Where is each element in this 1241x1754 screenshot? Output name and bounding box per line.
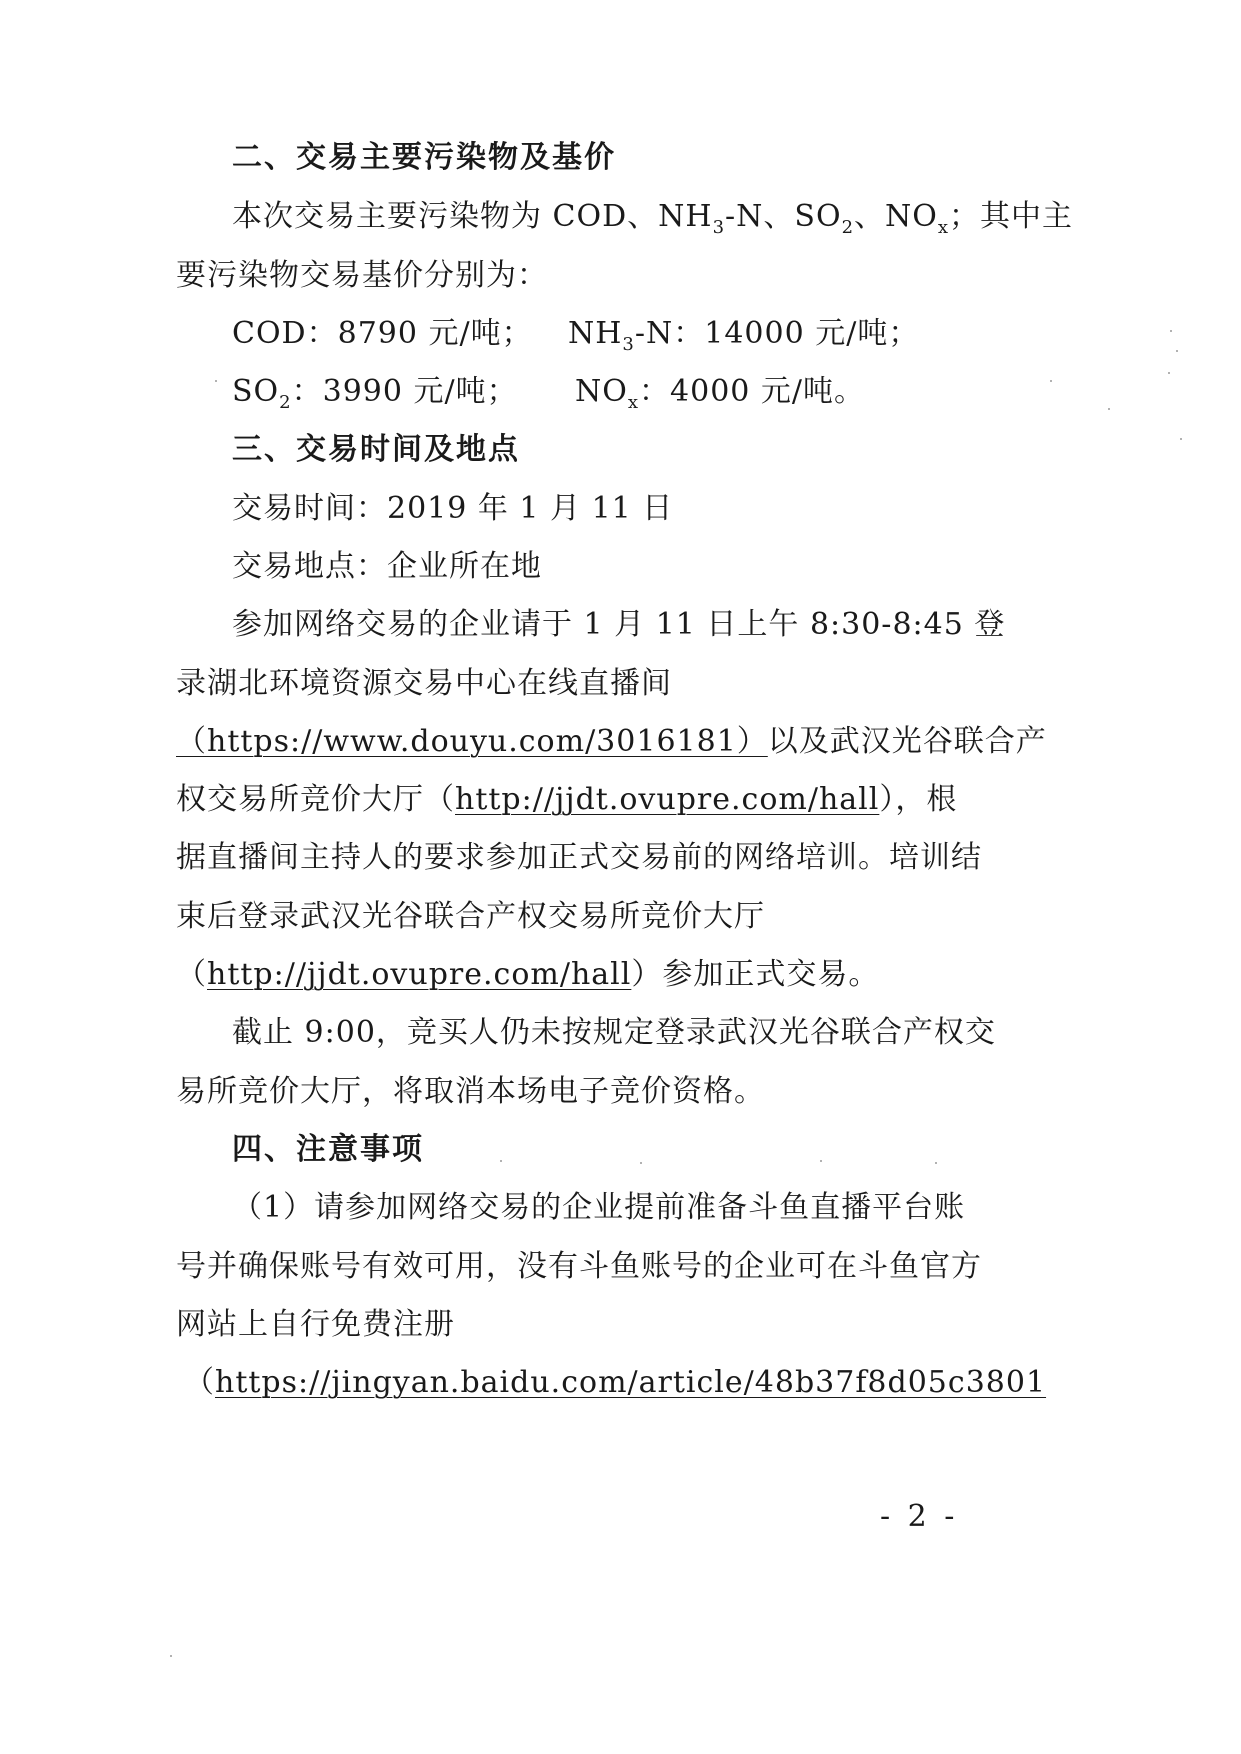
- note-1-line-3: 网站上自行免费注册: [176, 1307, 455, 1342]
- scan-speck: [170, 1655, 172, 1657]
- trade-time: 交易时间：2019 年 1 月 11 日: [232, 491, 674, 526]
- scan-speck: [820, 1160, 822, 1162]
- online-trade-para-line-1: 参加网络交易的企业请于 1 月 11 日上午 8:30-8:45 登: [232, 607, 1006, 642]
- pollutants-intro-line-2: 要污染物交易基价分别为：: [176, 258, 548, 293]
- trade-place: 交易地点：企业所在地: [232, 549, 542, 584]
- deadline-para-line-2: 易所竞价大厅，将取消本场电子竞价资格。: [176, 1074, 765, 1109]
- scan-speck: [935, 1162, 937, 1164]
- scan-speck: [500, 1160, 502, 1162]
- section-heading-time-place: 三、交易时间及地点: [232, 432, 520, 467]
- scan-speck: [1176, 350, 1178, 352]
- section-heading-pollutants: 二、交易主要污染物及基价: [232, 140, 616, 175]
- deadline-para-line-1: 截止 9:00，竞买人仍未按规定登录武汉光谷联合产权交: [232, 1015, 996, 1050]
- bidding-hall-link-2[interactable]: http://jjdt.ovupre.com/hall: [207, 957, 632, 992]
- price-cod: COD：8790 元/吨；: [232, 316, 533, 351]
- bidding-hall-link-1[interactable]: http://jjdt.ovupre.com/hall: [455, 782, 880, 817]
- scan-speck: [640, 1162, 642, 1164]
- scan-speck: [1050, 380, 1052, 382]
- online-trade-para-line-2: 录湖北环境资源交易中心在线直播间: [176, 666, 672, 701]
- pollutants-intro-line-1: 本次交易主要污染物为 COD、$NH_3-N$、$SO_2$、$NO_x$；其中主: [232, 199, 1074, 238]
- scan-speck: [1170, 330, 1172, 332]
- online-trade-para-line-4: 权交易所竞价大厅（http://jjdt.ovupre.com/hall），根: [176, 782, 958, 817]
- note-1-line-2: 号并确保账号有效可用，没有斗鱼账号的企业可在斗鱼官方: [176, 1249, 982, 1284]
- section-heading-notes: 四、注意事项: [232, 1132, 424, 1167]
- price-nox: $NO_x$：4000 元/吨。: [575, 374, 866, 413]
- note-1-line-1: （1）请参加网络交易的企业提前准备斗鱼直播平台账: [232, 1190, 966, 1225]
- price-nh3n: $NH_3-N$：14000 元/吨；: [568, 316, 920, 355]
- online-trade-para-line-3: （https://www.douyu.com/3016181）以及武汉光谷联合产: [176, 724, 1047, 759]
- douyu-live-link[interactable]: （https://www.douyu.com/3016181）: [176, 724, 768, 759]
- online-trade-para-line-6: 束后登录武汉光谷联合产权交易所竞价大厅: [176, 899, 765, 934]
- douyu-register-guide-link[interactable]: https://jingyan.baidu.com/article/48b37f8d05c3801: [215, 1365, 1047, 1400]
- scan-speck: [1168, 372, 1170, 374]
- online-trade-para-line-5: 据直播间主持人的要求参加正式交易前的网络培训。培训结: [176, 840, 982, 875]
- online-trade-para-line-7: （http://jjdt.ovupre.com/hall）参加正式交易。: [176, 957, 880, 992]
- price-so2: $SO_2$：3990 元/吨；: [232, 374, 518, 413]
- scan-speck: [215, 380, 217, 382]
- scan-speck: [1180, 438, 1182, 440]
- note-1-line-4: （https://jingyan.baidu.com/article/48b37f8d05c3801: [184, 1365, 1047, 1400]
- scan-speck: [1108, 408, 1110, 410]
- page-number: - 2 -: [880, 1499, 959, 1534]
